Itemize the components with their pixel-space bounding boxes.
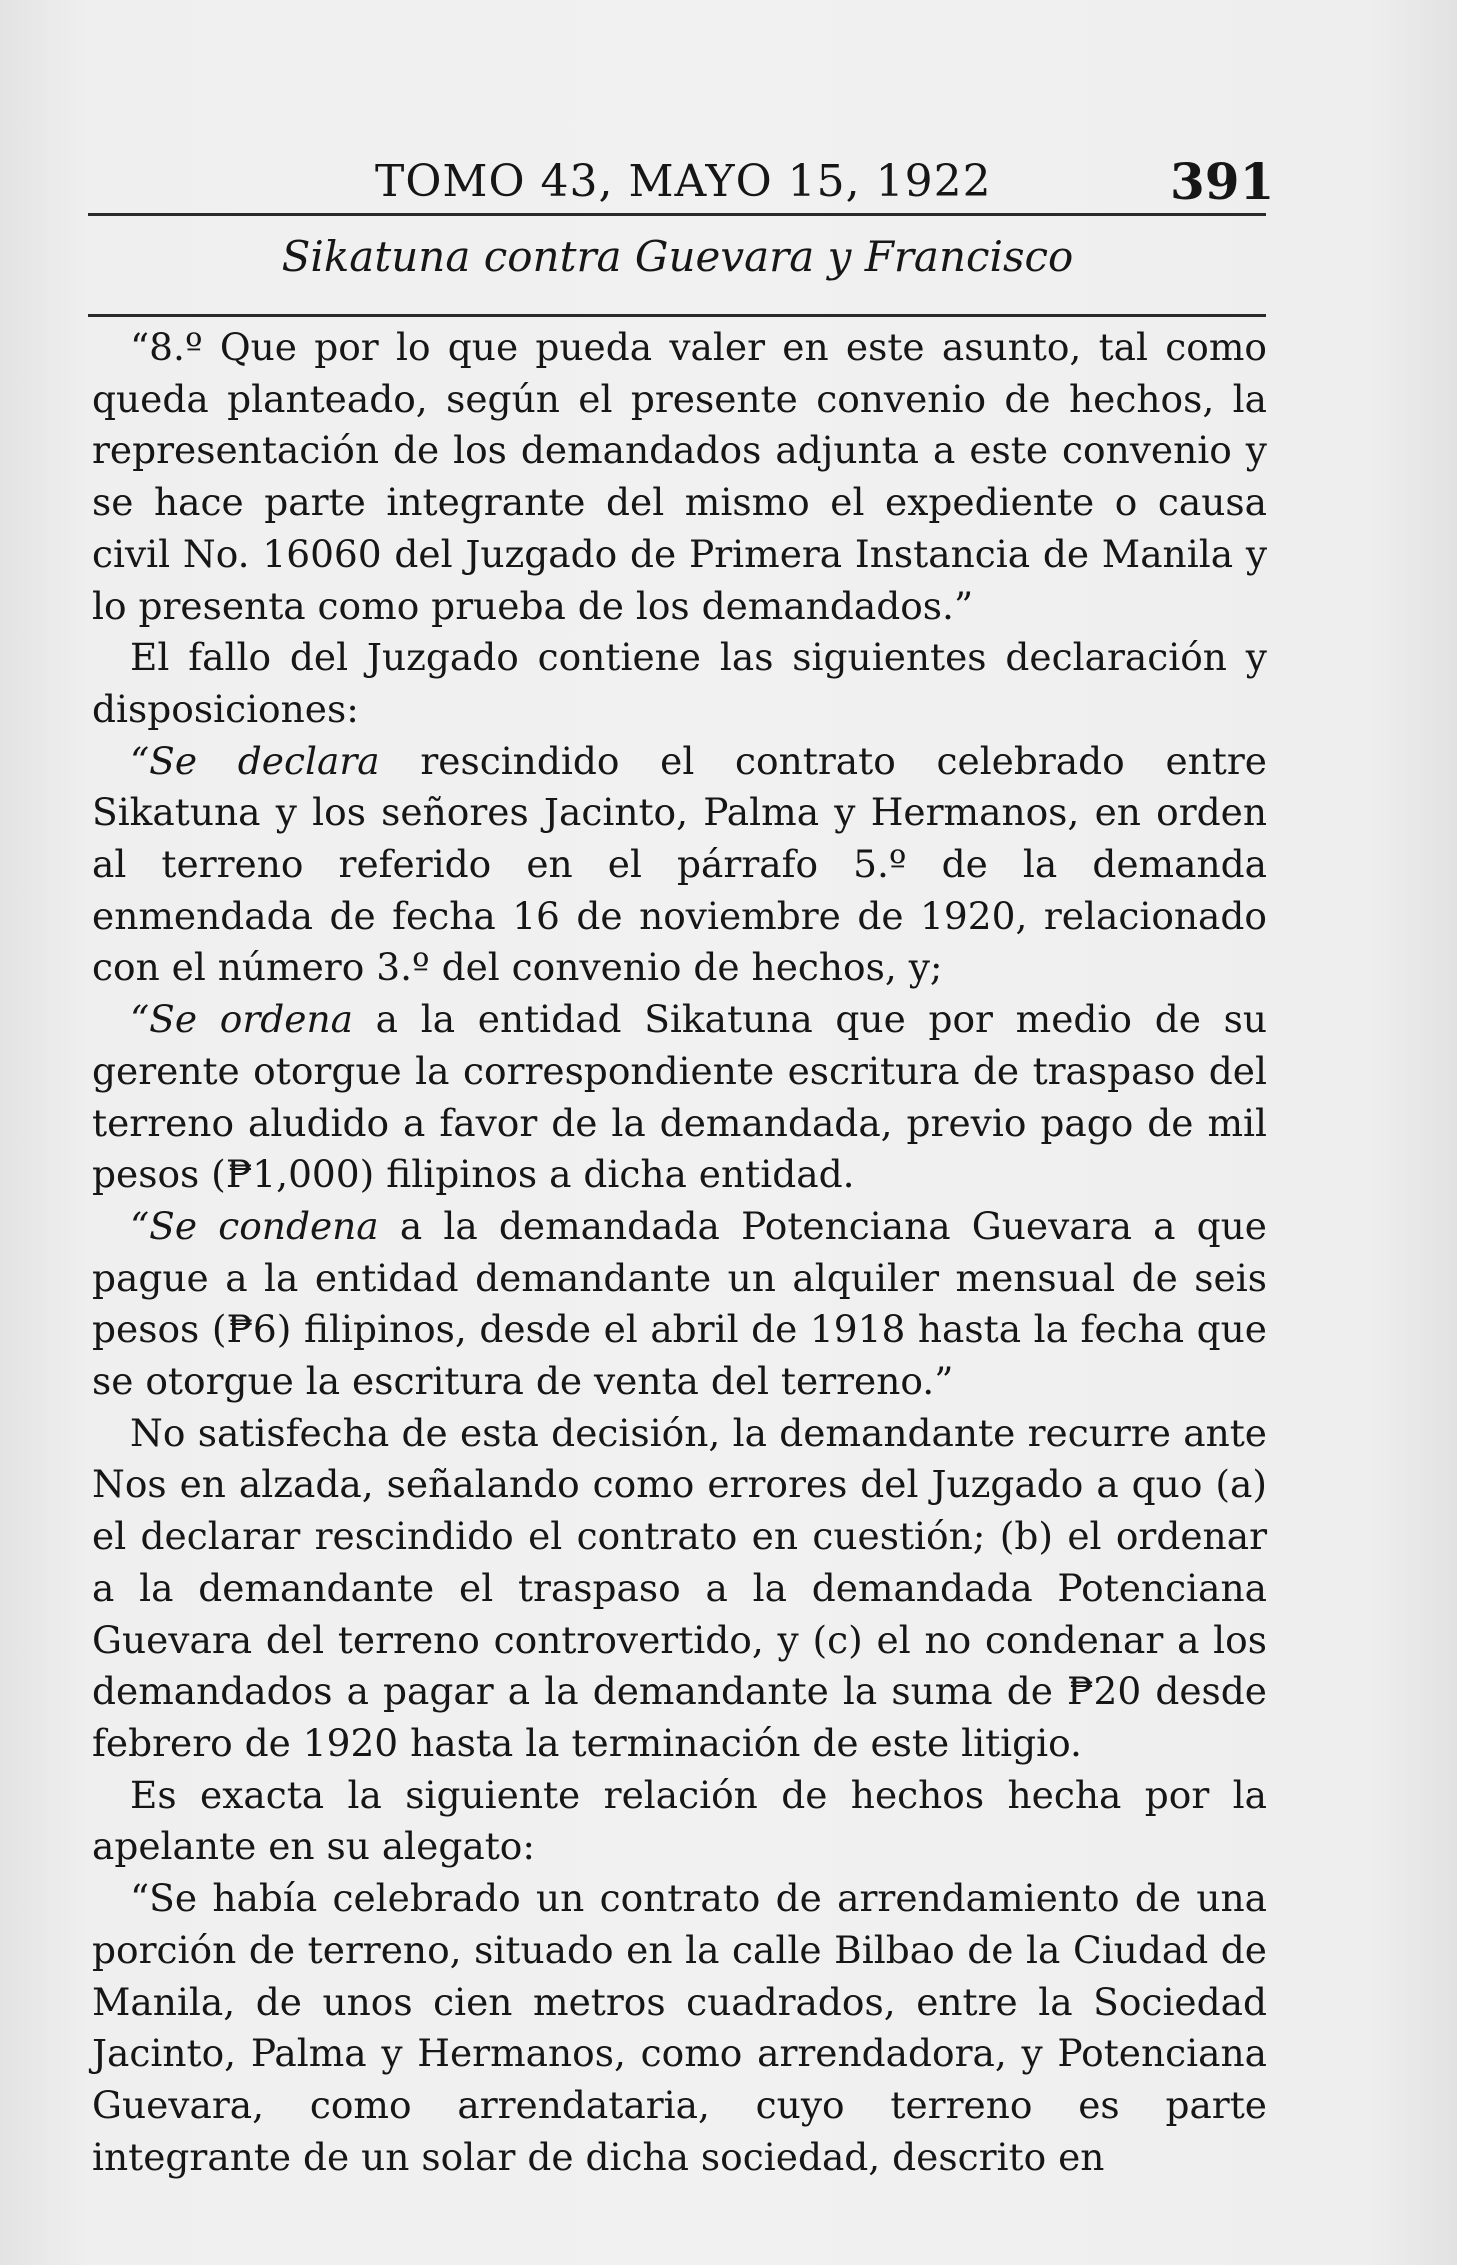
- paragraph-condena: “Se condena a la demandada Potenciana Guevara a que pague a la entidad demandante un alquiler mensual de seis pesos (₱6) filipinos, desde el abril de 1918 hasta la fecha que se otorgue la escritura de venta del terreno.”: [92, 1203, 1267, 1404]
- page-number: 391: [1170, 152, 1275, 211]
- paragraph-lead-italic: “Se declara: [130, 738, 380, 783]
- running-head: [0, 148, 1275, 218]
- paragraph-stipulation-8: “8.º Que por lo que pueda valer en este asunto, tal como queda planteado, según el presente convenio de hechos, la representación de los demandados adjunta a este convenio y se hace parte integrante del mismo el expediente o causa civil No. 16060 del Juzgado de Primera Instancia de Manila y lo presenta como prueba de los demandados.”: [92, 325, 1267, 628]
- paragraph-ordena: “Se ordena a la entidad Sikatuna que por medio de su gerente otorgue la correspondiente escritura de traspaso del terreno aludido a favor de la demandada, previo pago de mil pesos (₱1,000) filipinos a dicha entidad.: [92, 997, 1267, 1197]
- paragraph-facts-intro: Es exacta la siguiente relación de hechos hecha por la apelante en su alegato:: [92, 1772, 1267, 1869]
- paragraph-lead-italic: “Se condena: [130, 1203, 379, 1248]
- case-title: Sikatuna contra Guevara y Francisco: [281, 232, 1074, 281]
- volume-date-heading: TOMO 43, MAYO 15, 1922: [375, 156, 992, 207]
- header-rule-bottom: [88, 314, 1266, 317]
- body-text: [92, 322, 1267, 2183]
- paragraph-lead-italic: “Se ordena: [130, 997, 353, 1042]
- paragraph-appeal-errors: No satisfecha de esta decisión, la demandante recurre ante Nos en alzada, señalando como errores del Juzgado a quo (a) el declarar rescindido el contrato en cuestión; (b) el ordenar a la demandante el traspaso a la demandada Potenciana Guevara del terreno controvertido, y (c) el no condenar a los demandados a pagar a la demandante la suma de ₱20 desde febrero de 1920 hasta la terminación de este litigio.: [92, 1410, 1267, 1765]
- paragraph-lease-facts: “Se había celebrado un contrato de arrendamiento de una porción de terreno, situado en la calle Bilbao de la Ciudad de Manila, de unos cien metros cuadrados, entre la Sociedad Jacinto, Palma y Hermanos, como arrendadora, y Potenciana Guevara, como arrendataria, cuyo terreno es parte integrante de un solar de dicha sociedad, descrito en: [92, 1876, 1267, 2179]
- paragraph-declara: “Se declara rescindido el contrato celebrado entre Sikatuna y los señores Jacinto, Palma y Hermanos, en orden al terreno referido en el párrafo 5.º de la demanda enmendada de fecha 16 de noviembre de 1920, relacionado con el número 3.º del convenio de hechos, y;: [92, 738, 1267, 990]
- header-rule-top: [88, 213, 1266, 216]
- paragraph-judgment-intro: El fallo del Juzgado contiene las siguientes declaración y disposiciones:: [92, 635, 1267, 731]
